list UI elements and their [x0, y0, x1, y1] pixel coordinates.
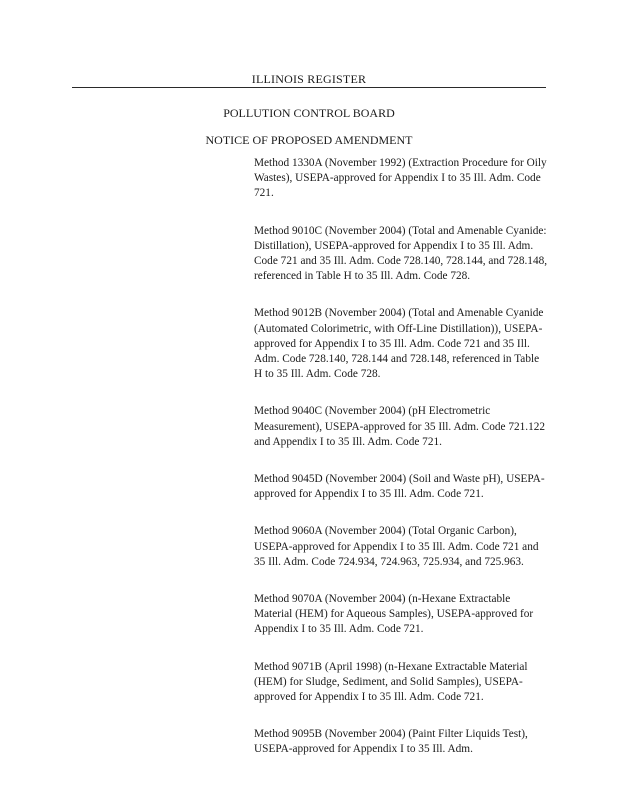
method-entry: Method 9045D (November 2004) (Soil and Waste pH), USEPA-approved for Appendix I to 35 Ill. Adm. Code 721. [254, 473, 545, 501]
method-entry: Method 9070A (November 2004) (n-Hexane Extractable Material (HEM) for Aqueous Samples), USEPA-approved for Appendix I to 35 Ill. Adm. Code 721. [254, 593, 534, 636]
method-entry: Method 9010C (November 2004) (Total and Amenable Cyanide: Distillation), USEPA-approved for Appendix I to 35 Ill. Adm. Code 721 and 35 Ill. Adm. Code 728.140, 728.144, and 728.148, referenced in Table H to 35 Ill. Adm. Code 728. [254, 224, 548, 283]
header-rule [72, 87, 546, 88]
method-entry: Method 9071B (April 1998) (n-Hexane Extractable Material (HEM) for Sludge, Sediment, and Solid Samples), USEPA-approved for Appendix I to 35 Ill. Adm. Code 721. [254, 660, 528, 704]
method-entry: Method 9060A (November 2004) (Total Organic Carbon), USEPA-approved for Appendix I to 35 Ill. Adm. Code 721 and 35 Ill. Adm. Code 724.934, 724.963, 725.934, and 725.963. [254, 525, 539, 568]
board-name: POLLUTION CONTROL BOARD [223, 106, 395, 120]
register-title: ILLINOIS REGISTER [251, 72, 367, 86]
method-entry: Method 9095B (November 2004) (Paint Filter Liquids Test), USEPA-approved for Appendix I to 35 Ill. Adm. [254, 728, 528, 756]
method-entry: Method 9012B (November 2004) (Total and Amenable Cyanide (Automated Colorimetric, with Off-Line Distillation)), USEPA-approved for Appendix I to 35 Ill. Adm. Code 721 and 35 Ill. Adm. Code 728.140, 728.144 and 728.148, referenced in Table H to 35 Ill. Adm. Code 728. [254, 307, 544, 381]
method-entry: Method 9040C (November 2004) (pH Electrometric Measurement), USEPA-approved for 35 Ill. Adm. Code 721.122 and Appendix I to 35 Ill. Adm. Code 721. [254, 405, 546, 448]
method-entry: Method 1330A (November 1992) (Extraction Procedure for Oily Wastes), USEPA-approved for Appendix I to 35 Ill. Adm. Code 721. [254, 157, 547, 200]
notice-title: NOTICE OF PROPOSED AMENDMENT [205, 133, 413, 147]
method-list [254, 156, 550, 780]
